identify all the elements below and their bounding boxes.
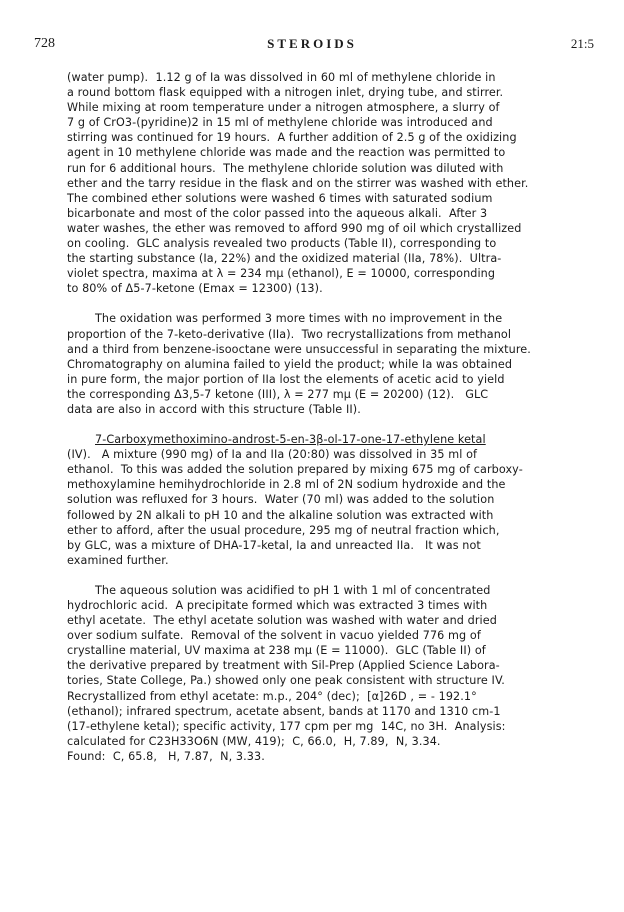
text-line: the corresponding Δ3,5-7 ketone (III), λ = 277 mμ (E = 20200) (12). GLC (67, 387, 489, 401)
page-header (0, 34, 624, 54)
text-line: (IV). A mixture (990 mg) of Ia and IIa (20:80) was dissolved in 35 ml of (67, 448, 478, 462)
text-line: ethyl acetate. The ethyl acetate solution was washed with water and dried (67, 614, 497, 628)
page-number: 728 (34, 36, 55, 51)
text-line: Recrystallized from ethyl acetate: m.p., 204° (dec); [α]26D , = - 192.1° (67, 689, 477, 703)
text-line: proportion of the 7-keto-derivative (IIa). Two recrystallizations from methanol (67, 327, 512, 341)
article-body (67, 70, 599, 764)
paragraph-compound-iv (67, 432, 599, 568)
section-heading: 7-Carboxymethoximino-androst-5-en-3β-ol-17-one-17-ethylene ketal (95, 433, 486, 447)
text-line: the derivative prepared by treatment with Sil-Prep (Applied Science Labora- (67, 659, 500, 673)
text-line: in pure form, the major portion of IIa lost the elements of acetic acid to yield (67, 372, 505, 386)
text-line: The combined ether solutions were washed 6 times with saturated sodium (67, 191, 493, 205)
paragraph-repeated-oxidation (67, 311, 599, 417)
text-line: ether to afford, after the usual procedure, 295 mg of neutral fraction which, (67, 523, 500, 537)
text-line: Chromatography on alumina failed to yield the product; while Ia was obtained (67, 357, 513, 371)
text-line: solution was refluxed for 3 hours. Water (70 ml) was added to the solution (67, 493, 495, 507)
text-line: (water pump). 1.12 g of Ia was dissolved in 60 ml of methylene chloride in (67, 71, 496, 84)
text-line: While mixing at room temperature under a nitrogen atmosphere, a slurry of (67, 101, 500, 115)
text-line: calculated for C23H33O6N (MW, 419); C, 66.0, H, 7.89, N, 3.34. (67, 734, 441, 748)
text-line: run for 6 additional hours. The methylene chloride solution was diluted with (67, 161, 504, 175)
paragraph-oxidation-procedure (67, 70, 599, 296)
text-line: crystalline material, UV maxima at 238 mμ (E = 11000). GLC (Table II) of (67, 644, 486, 658)
text-line: Found: C, 65.8, H, 7.87, N, 3.33. (67, 749, 265, 763)
text-line: over sodium sulfate. Removal of the solvent in vacuo yielded 776 mg of (67, 629, 481, 643)
text-line: ether and the tarry residue in the flask and on the stirrer was washed with ether. (67, 176, 529, 190)
text-line: a round bottom flask equipped with a nitrogen inlet, drying tube, and stirrer. (67, 86, 504, 100)
journal-title: STEROIDS (267, 36, 357, 51)
text-line: hydrochloric acid. A precipitate formed which was extracted 3 times with (67, 599, 488, 612)
text-line: violet spectra, maxima at λ = 234 mμ (ethanol), E = 10000, corresponding (67, 267, 496, 281)
paragraph-aqueous-workup (67, 583, 599, 764)
text-line: on cooling. GLC analysis revealed two products (Table II), corresponding to (67, 237, 497, 251)
text-line: followed by 2N alkali to pH 10 and the alkaline solution was extracted with (67, 508, 494, 522)
text-line: The aqueous solution was acidified to pH 1 with 1 ml of concentrated (95, 583, 491, 597)
text-line: data are also in accord with this structure (Table II). (67, 402, 361, 416)
volume-issue: 21:5 (570, 36, 594, 51)
text-line: (17-ethylene ketal); specific activity, 177 cpm per mg 14C, no 3H. Analysis: (67, 719, 506, 733)
text-line: stirring was continued for 19 hours. A further addition of 2.5 g of the oxidizing (67, 131, 517, 145)
text-line: and a third from benzene-isooctane were unsuccessful in separating the mixture. (67, 342, 531, 356)
text-line: water washes, the ether was removed to afford 990 mg of oil which crystallized (67, 221, 522, 235)
text-line: bicarbonate and most of the color passed into the aqueous alkali. After 3 (67, 206, 488, 220)
text-line: The oxidation was performed 3 more times with no improvement in the (95, 312, 503, 326)
text-line: agent in 10 methylene chloride was made and the reaction was permitted to (67, 146, 506, 160)
text-line: by GLC, was a mixture of DHA-17-ketal, Ia and unreacted IIa. It was not (67, 538, 481, 552)
text-line: the starting substance (Ia, 22%) and the oxidized material (IIa, 78%). Ultra- (67, 252, 502, 266)
text-line: methoxylamine hemihydrochloride in 2.8 ml of 2N sodium hydroxide and the (67, 478, 506, 492)
text-line: examined further. (67, 553, 169, 567)
text-line: tories, State College, Pa.) showed only one peak consistent with structure IV. (67, 674, 505, 688)
text-line: ethanol. To this was added the solution prepared by mixing 675 mg of carboxy- (67, 463, 523, 477)
text-line: (ethanol); infrared spectrum, acetate absent, bands at 1170 and 1310 cm-1 (67, 704, 501, 718)
text-line: 7 g of CrO3-(pyridine)2 in 15 ml of methylene chloride was introduced and (67, 116, 493, 130)
text-line: to 80% of Δ5-7-ketone (Emax = 12300) (13). (67, 282, 323, 296)
